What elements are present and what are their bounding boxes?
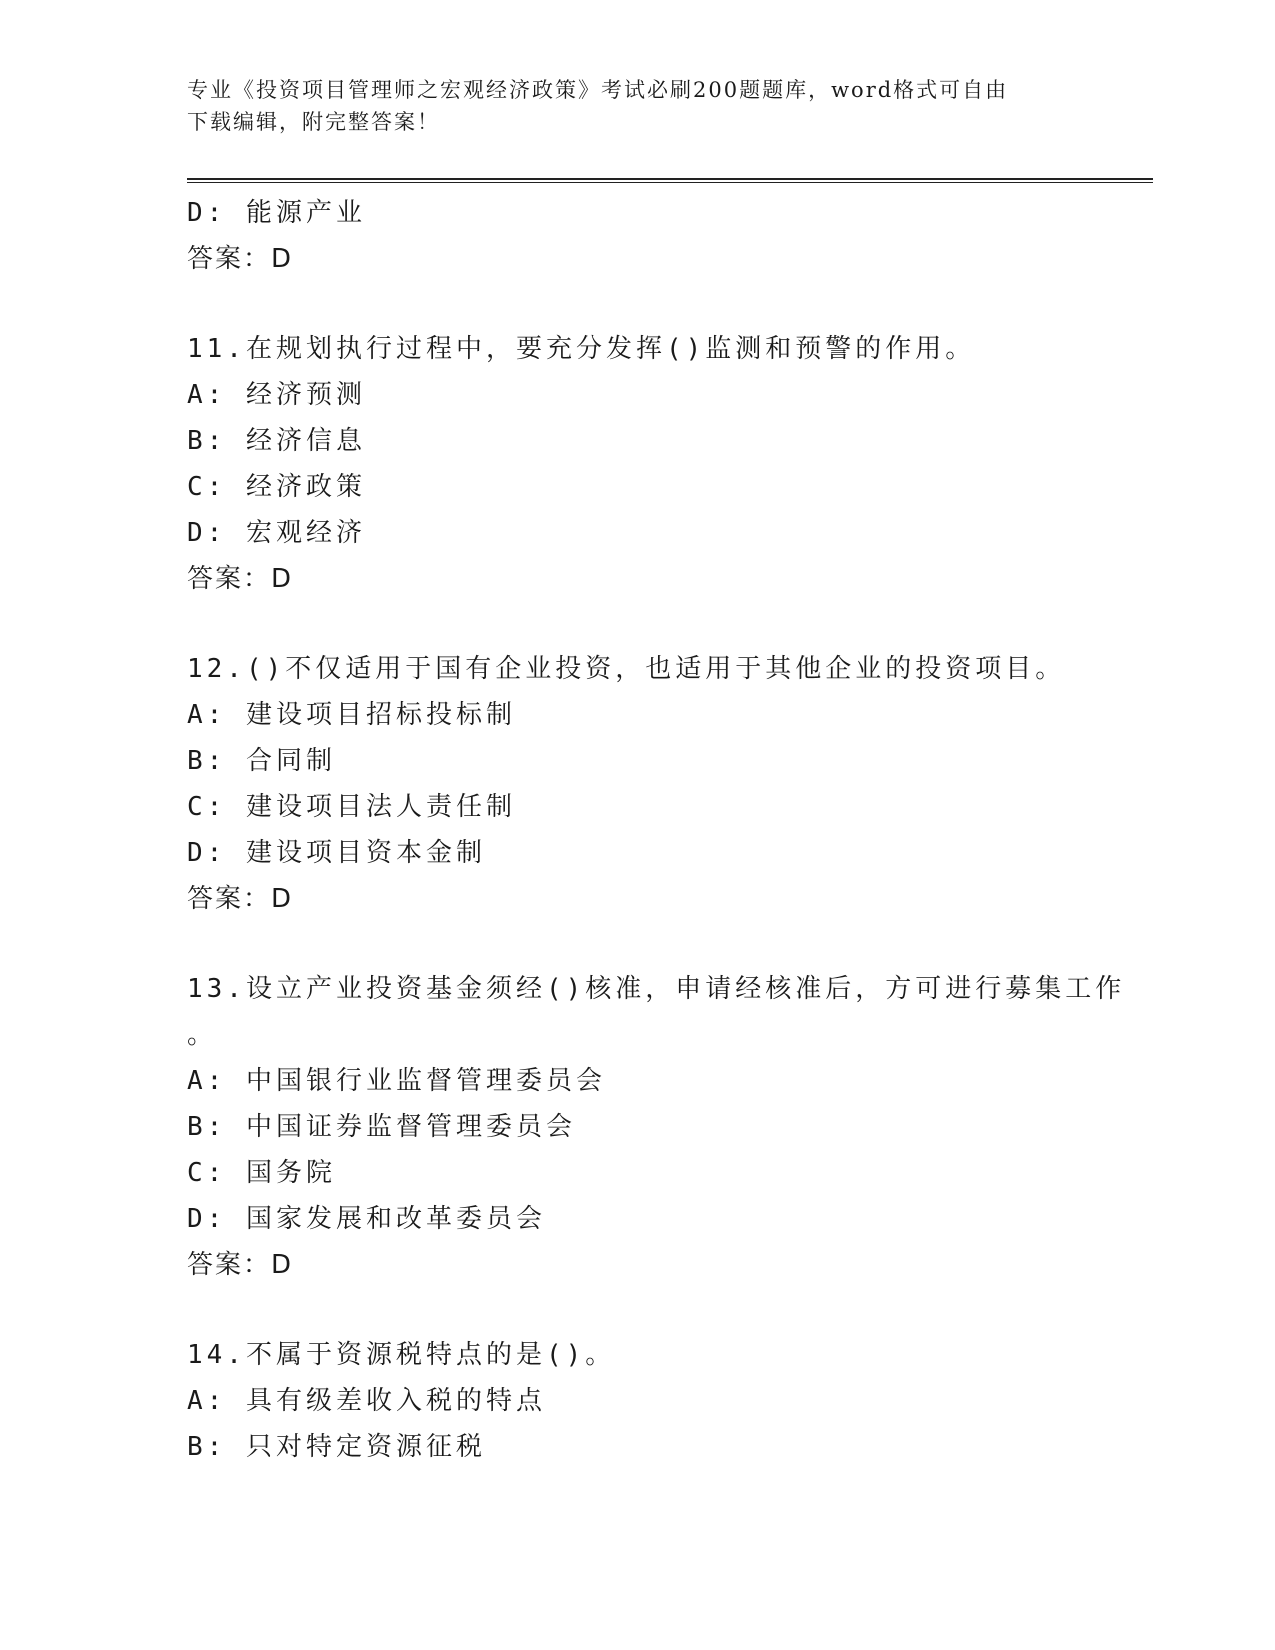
- document-header: [187, 74, 1087, 138]
- option-d: D: 宏观经济: [187, 518, 366, 548]
- option-b: B: 只对特定资源征税: [187, 1432, 486, 1462]
- option-a: A: 中国银行业监督管理委员会: [187, 1066, 606, 1096]
- question-list: [187, 190, 1147, 1470]
- option-b: B: 中国证券监督管理委员会: [187, 1112, 576, 1142]
- answer-line: 答案：D: [187, 884, 294, 914]
- question-stem-continuation: 。: [187, 1020, 218, 1050]
- header-divider-thin: [187, 182, 1153, 183]
- question-stem: 13.设立产业投资基金须经()核准，申请经核准后，方可进行募集工作: [187, 974, 1126, 1004]
- option-a: A: 建设项目招标投标制: [187, 700, 516, 730]
- question-stem: 12.()不仅适用于国有企业投资，也适用于其他企业的投资项目。: [187, 654, 1066, 684]
- question-block-11: [187, 326, 1147, 602]
- header-line-1: 专业《投资项目管理师之宏观经济政策》考试必刷200题题库，word格式可自由: [187, 78, 1009, 102]
- header-divider: [187, 178, 1153, 180]
- question-stem: 14.不属于资源税特点的是()。: [187, 1340, 616, 1370]
- option-b: B: 经济信息: [187, 426, 366, 456]
- option-d: D: 建设项目资本金制: [187, 838, 486, 868]
- option-d: D: 能源产业: [187, 198, 366, 228]
- option-c: C: 经济政策: [187, 472, 366, 502]
- question-block-13: [187, 966, 1147, 1288]
- option-a: A: 具有级差收入税的特点: [187, 1386, 546, 1416]
- question-block-12: [187, 646, 1147, 922]
- question-stem: 11.在规划执行过程中，要充分发挥()监测和预警的作用。: [187, 334, 976, 364]
- option-b: B: 合同制: [187, 746, 336, 776]
- question-block-14: [187, 1332, 1147, 1470]
- answer-line: 答案：D: [187, 244, 294, 274]
- option-c: C: 国务院: [187, 1158, 336, 1188]
- option-c: C: 建设项目法人责任制: [187, 792, 516, 822]
- answer-line: 答案：D: [187, 564, 294, 594]
- header-line-2: 下载编辑，附完整答案！: [187, 110, 440, 134]
- option-a: A: 经济预测: [187, 380, 366, 410]
- answer-line: 答案：D: [187, 1250, 294, 1280]
- option-d: D: 国家发展和改革委员会: [187, 1204, 546, 1234]
